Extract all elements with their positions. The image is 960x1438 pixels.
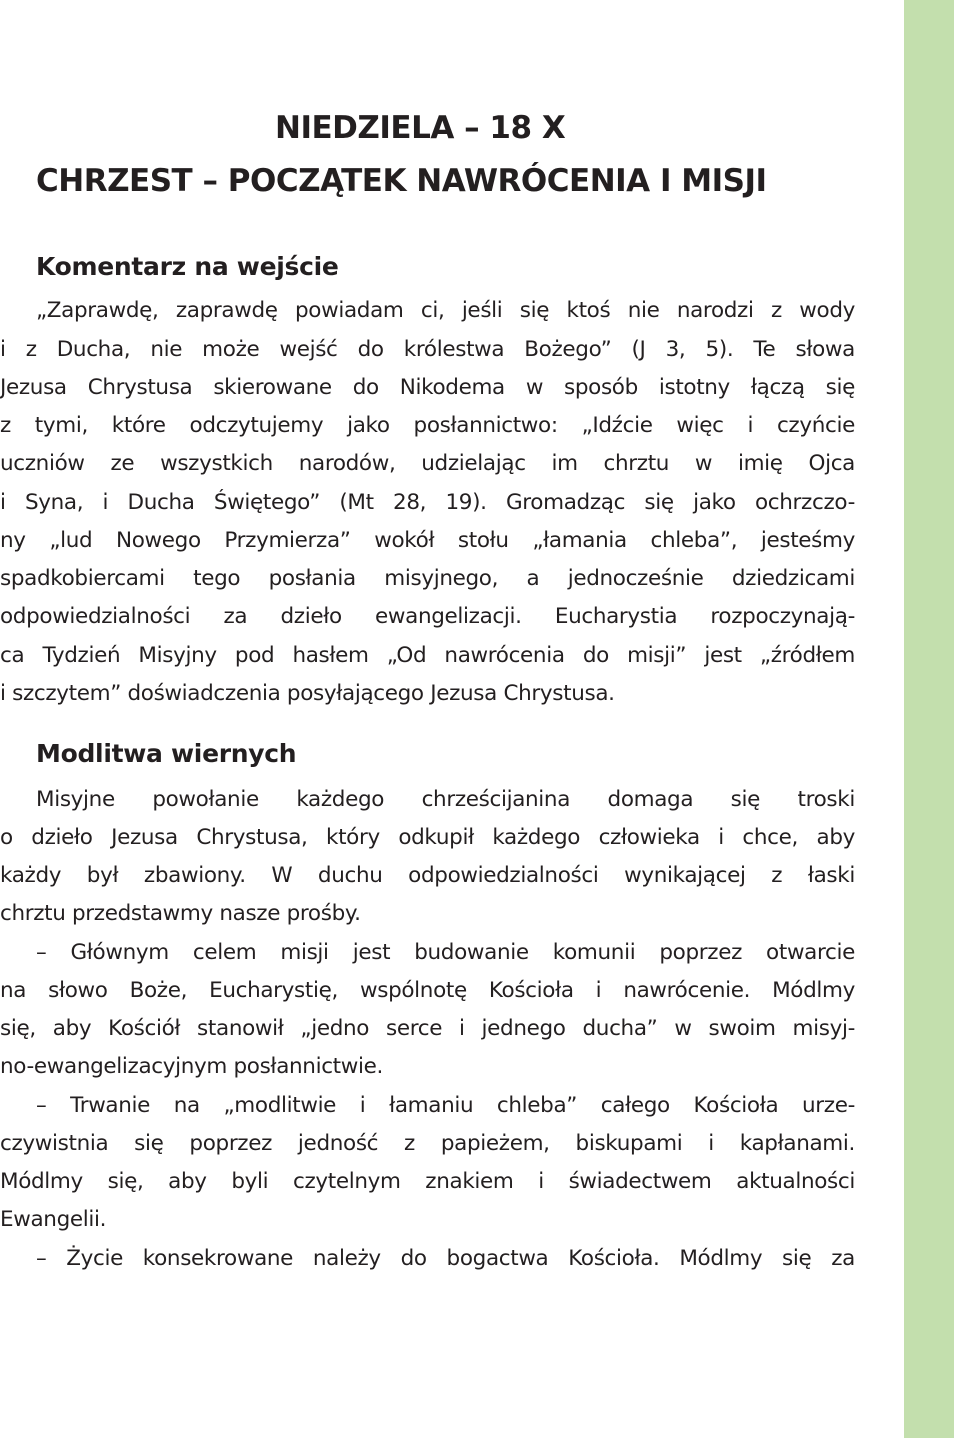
modlitwa-line: się, aby Kościół stanowił „jedno serce i jednego ducha” w swoim misyj- — [0, 1016, 855, 1041]
modlitwa-line: Misyjne powołanie każdego chrześcijanina domaga się troski — [36, 787, 855, 812]
komentarz-line: spadkobiercami tego posłania misyjnego, a jednocześnie dziedzicami — [0, 566, 855, 591]
modlitwa-line: no-ewangelizacyjnym posłannictwie. — [0, 1054, 383, 1079]
prayer-intention-2: – Trwanie na „modlitwie i łamaniu chleba” całego Kościoła urze- — [36, 1093, 855, 1118]
side-color-band — [904, 0, 954, 1438]
komentarz-line: i Syna, i Ducha Świętego” (Mt 28, 19). Gromadząc się jako ochrzczo- — [0, 490, 855, 515]
section-heading-komentarz: Komentarz na wejście — [36, 252, 339, 281]
modlitwa-line: każdy był zbawiony. W duchu odpowiedzialności wynikającej z łaski — [0, 863, 855, 888]
komentarz-line: z tymi, które odczytujemy jako posłannictwo: „Idźcie więc i czyńcie — [0, 413, 855, 438]
komentarz-line: i z Ducha, nie może wejść do królestwa Bożego” (J 3, 5). Te słowa — [0, 337, 855, 362]
komentarz-line: Jezusa Chrystusa skierowane do Nikodema w sposób istotny łączą się — [0, 375, 855, 400]
modlitwa-line: chrztu przedstawmy nasze prośby. — [0, 901, 361, 926]
modlitwa-line: czywistnia się poprzez jedność z papieżem, biskupami i kapłanami. — [0, 1131, 855, 1156]
modlitwa-line: na słowo Boże, Eucharystię, wspólnotę Kościoła i nawrócenie. Módlmy — [0, 978, 855, 1003]
komentarz-line: uczniów ze wszystkich narodów, udzielając im chrztu w imię Ojca — [0, 451, 855, 476]
komentarz-line: „Zaprawdę, zaprawdę powiadam ci, jeśli się ktoś nie narodzi z wody — [36, 298, 855, 323]
komentarz-line: ny „lud Nowego Przymierza” wokół stołu „łamania chleba”, jesteśmy — [0, 528, 855, 553]
modlitwa-line: Módlmy się, aby byli czytelnym znakiem i świadectwem aktualności — [0, 1169, 855, 1194]
page-title-date: NIEDZIELA – 18 X — [275, 110, 566, 146]
komentarz-line: i szczytem” doświadczenia posyłającego Jezusa Chrystusa. — [0, 681, 615, 706]
komentarz-line: odpowiedzialności za dzieło ewangelizacji. Eucharystia rozpoczynają- — [0, 604, 855, 629]
section-heading-modlitwa: Modlitwa wiernych — [36, 739, 297, 768]
modlitwa-line: Ewangelii. — [0, 1207, 107, 1232]
prayer-intention-1: – Głównym celem misji jest budowanie komunii poprzez otwarcie — [36, 940, 855, 965]
komentarz-line: ca Tydzień Misyjny pod hasłem „Od nawrócenia do misji” jest „źródłem — [0, 643, 855, 668]
modlitwa-line: o dzieło Jezusa Chrystusa, który odkupił każdego człowieka i chce, aby — [0, 825, 855, 850]
prayer-intention-3: – Życie konsekrowane należy do bogactwa Kościoła. Módlmy się za — [36, 1246, 855, 1271]
page-title-theme: CHRZEST – POCZĄTEK NAWRÓCENIA I MISJI — [36, 163, 767, 199]
